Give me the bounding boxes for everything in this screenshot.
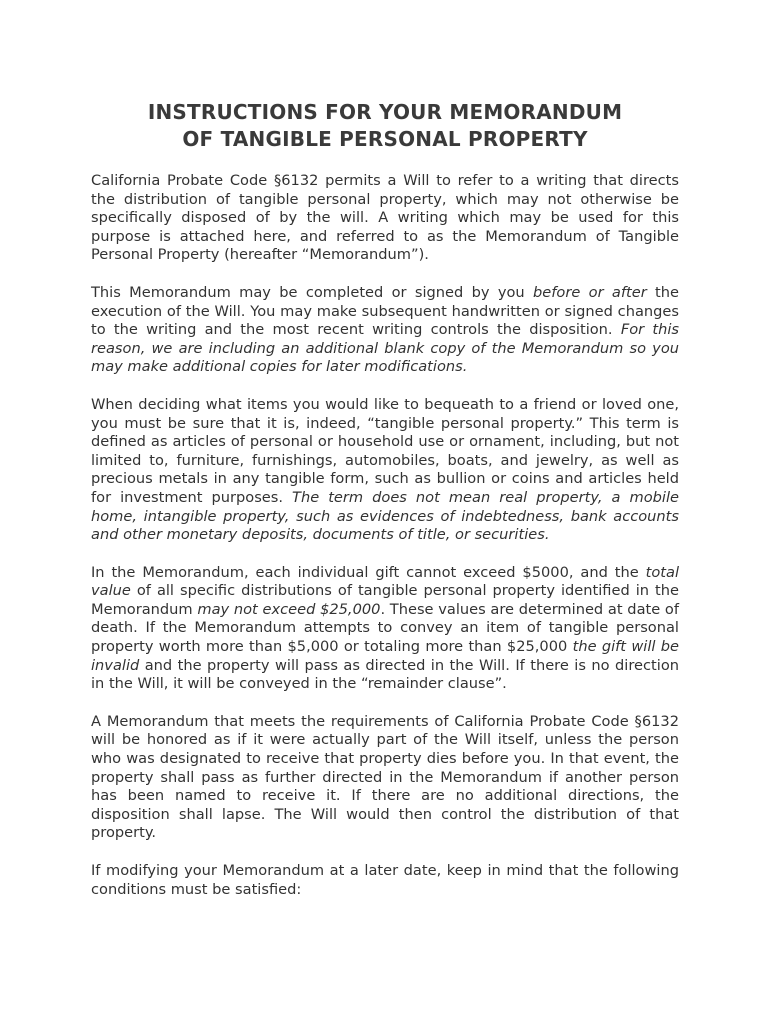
paragraph-modification-conditions [91, 862, 679, 899]
italic-text-run: total value [91, 563, 679, 600]
text-run: . These values are determined at date of death. If the Memorandum attempts to convey an item of tangible personal property worth more than $5,000 or totaling more than $25,000 [91, 600, 679, 656]
text-run: When deciding what items you would like to bequeath to a friend or loved one, you must be sure that it is, indeed, “tangible personal property.” This term is defined as articles of personal or household use or ornament, including, but not limited to, furniture, furnishings, automobiles, boats, and jewelry, as well as precious metals in any tangible form, such as bullion or coins and articles held for investment purposes. [91, 395, 679, 506]
italic-text-run: The term does not mean real property, a mobile home, intangible property, such as evidences of indebtedness, bank accounts and other monetary deposits, documents of title, or securities. [91, 488, 679, 544]
paragraph-honoring-memorandum [91, 713, 679, 843]
italic-text-run: may not exceed $25,000 [197, 600, 381, 618]
paragraph-completion-timing [91, 284, 679, 377]
text-run: A Memorandum that meets the requirements of California Probate Code §6132 will be honored as if it were actually part of the Will itself, unless the person who was designated to receive that property dies before you. In that event, the property shall pass as further directed in the Memorandum if another person has been named to receive it. If there are no additional directions, the disposition shall lapse. The Will would then control the distribution of that property. [91, 712, 679, 842]
document-page [91, 99, 679, 899]
paragraph-probate-code [91, 172, 679, 265]
italic-text-run: before or after [533, 283, 647, 301]
text-run: California Probate Code §6132 permits a Will to refer to a writing that directs the distribution of tangible personal property, which may not otherwise be specifically disposed of by the will. A writing which may be used for this purpose is attached here, and referred to as the Memorandum of Tangible Personal Property (hereafter “Memorandum”). [91, 172, 679, 264]
text-run: This Memorandum may be completed or signed by you [91, 283, 534, 301]
page-title [91, 99, 679, 153]
text-run: of all specific distributions of tangible personal property identified in the Memorandum [91, 582, 679, 618]
text-run: In the Memorandum, each individual gift cannot exceed $5000, and the [91, 563, 646, 581]
italic-text-run: For this reason, we are including an additional blank copy of the Memorandum so you may make additional copies for later modifications. [91, 321, 680, 376]
text-run: the execution of the Will. You may make subsequent handwritten or signed changes to the writing and the most recent writing controls the disposition. [91, 283, 680, 339]
text-run: If modifying your Memorandum at a later date, keep in mind that the following conditions must be satisfied: [91, 862, 679, 898]
paragraph-value-limits [91, 564, 679, 694]
paragraph-tangible-property-definition [91, 396, 679, 545]
page-title-line-2: OF TANGIBLE PERSONAL PROPERTY [182, 127, 588, 151]
italic-text-run: the gift will be invalid [91, 638, 679, 674]
text-run: and the property will pass as directed in the Will. If there is no direction in the Will, it will be conveyed in the “remainder clause”. [91, 656, 679, 693]
page-title-line-1: INSTRUCTIONS FOR YOUR MEMORANDUM [147, 100, 623, 124]
